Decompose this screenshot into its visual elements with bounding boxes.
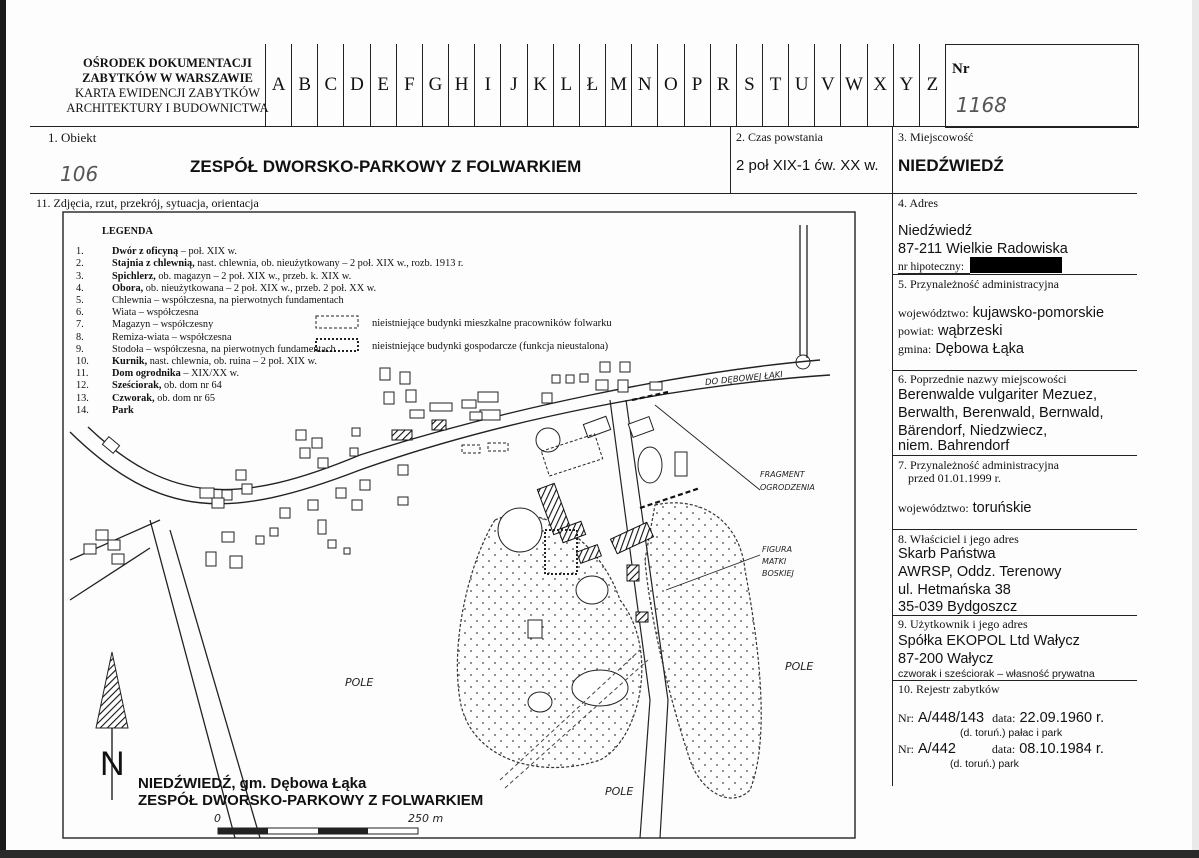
przynal1999-label: 7. Przynależność administracyjna [898, 458, 1059, 472]
powiat-label: powiat: [898, 324, 934, 338]
legend-item-text [112, 271, 351, 283]
czas-label: 2. Czas powstania [736, 130, 823, 144]
letter-cell: J [500, 44, 526, 126]
historic-building [432, 420, 446, 430]
legend-item-rest: ob. nieużytkowana – 2 poł. XIX w., przeb. 2 poł. XX w. [143, 282, 377, 294]
park-area [645, 503, 761, 798]
legend-item-text [112, 380, 222, 392]
poprzednie-label: 6. Poprzednie nazwy miejscowości [898, 372, 1067, 386]
powiat-value: wąbrzeski [938, 323, 1003, 339]
institution-line: ARCHITEKTURY I BUDOWNICTWA [66, 101, 269, 115]
park-area [457, 515, 641, 768]
legend-item-number: 14. [76, 404, 89, 416]
legend-item [68, 368, 538, 380]
legend-item-text [112, 246, 237, 258]
legend-item [68, 393, 538, 405]
rejestr-label: 10. Rejestr zabytków [898, 682, 1000, 696]
legend-item-text [112, 283, 376, 295]
legend-item-text [112, 368, 239, 380]
legend-item-bold: Czworak, [112, 392, 155, 404]
letter-cell: O [657, 44, 683, 126]
letter-cell: Ł [579, 44, 605, 126]
miejscowosc-label: 3. Miejscowość [898, 130, 974, 144]
obiekt-number: 106 [60, 162, 99, 186]
poprzednie-line: Berwalth, Berenwald, Bernwald, [898, 405, 1104, 421]
adres-line: 87-211 Wielkie Radowiska [898, 241, 1068, 257]
field-label: POLE [345, 676, 374, 689]
legend-item-text [112, 319, 213, 331]
institution-line: OŚRODEK DOKUMENTACJI [83, 56, 252, 70]
legend-item-text [112, 356, 317, 368]
letter-cell: D [343, 44, 369, 126]
letter-cell: I [474, 44, 500, 126]
uzytkownik-line: Spółka EKOPOL Ltd Wałycz [898, 633, 1080, 649]
uzytkownik-line: 87-200 Wałycz [898, 651, 994, 667]
letter-cell: W [840, 44, 866, 126]
legend-key1-text: nieistniejące budynki mieszkalne pracowników folwarku [372, 318, 612, 329]
legend-item-number: 6. [76, 307, 84, 319]
fence-label: FRAGMENT [760, 470, 805, 479]
legend-item-bold: Dwór z oficyną [112, 246, 179, 258]
scale-bar-fill [318, 828, 368, 834]
scale-end: 250 m [408, 812, 444, 825]
field-label: POLE [785, 660, 814, 673]
pond [576, 576, 608, 604]
historic-building [392, 430, 412, 440]
legend-item [68, 283, 538, 295]
letter-cell: V [814, 44, 840, 126]
scale-start: 0 [214, 812, 221, 825]
legend-item-number: 2. [76, 258, 84, 270]
rejestr-nr-label: Nr: [898, 742, 914, 756]
nonexistent-building [488, 443, 508, 451]
poprzednie-line: Berenwalde vulgariter Mezuez, [898, 387, 1098, 403]
north-letter: N [100, 745, 125, 783]
nonexistent-building [462, 445, 480, 453]
letter-cell: X [867, 44, 893, 126]
legend-item [68, 380, 538, 392]
legend-item-bold: Park [112, 404, 134, 416]
letter-cell: R [710, 44, 736, 126]
legend-item-number: 12. [76, 380, 89, 392]
legend-item-rest: – XIX/XX w. [180, 368, 240, 380]
uzytkownik-note: czworak i sześciorak – własność prywatna [898, 668, 1095, 680]
map-caption: NIEDŹWIEDŹ, gm. Dębowa Łąka [138, 775, 367, 792]
legend-item [68, 405, 538, 417]
rejestr-nr-value: A/442 [918, 741, 956, 757]
legend-item-number: 10. [76, 356, 89, 368]
north-arrow [96, 652, 128, 728]
letter-cell: U [788, 44, 814, 126]
gmina-label: gmina: [898, 342, 932, 356]
legend-key2-text: nieistniejące budynki gospodarcze (funkcja nieustalona) [372, 341, 609, 352]
legend-item-number: 8. [76, 331, 84, 343]
nr-value: 1168 [956, 93, 1007, 117]
pond [572, 670, 628, 706]
letter-cell: T [762, 44, 788, 126]
figure-label: BOSKIEJ [762, 569, 794, 578]
legend-item-rest: Remiza-wiata – współczesna [112, 331, 232, 343]
fence-label: OGRODZENIA [760, 483, 815, 492]
legend-item-rest: ob. dom nr 65 [154, 392, 215, 404]
letter-cell: L [553, 44, 579, 126]
rejestr-nr-value: A/448/143 [918, 710, 985, 726]
institution-line: ZABYTKÓW W WARSZAWIE [82, 71, 253, 85]
letter-cell: B [291, 44, 317, 126]
letter-cell: G [422, 44, 448, 126]
legend-item [68, 258, 538, 270]
legend-item-rest: Stodoła – współczesna, na pierwotnych fundamentach [112, 343, 336, 355]
legend-item-rest: – poł. XIX w. [178, 246, 237, 258]
legend-item [68, 356, 538, 368]
side-road [70, 548, 150, 600]
legend-item-number: 5. [76, 295, 84, 307]
legend-item-text [112, 344, 336, 356]
legend-item-rest: nast. chlewnia, ob. ruina – 2 poł. XIX w. [147, 356, 317, 368]
historic-building [627, 565, 639, 581]
rejestr-data-label: data: [991, 742, 1016, 756]
wlasciciel-line: ul. Hetmańska 38 [898, 582, 1011, 598]
przynal1999-sub: przed 01.01.1999 r. [908, 471, 1001, 485]
field-label: POLE [605, 785, 634, 798]
letter-cell: F [396, 44, 422, 126]
legend-item-text [112, 405, 134, 417]
letter-cell: N [631, 44, 657, 126]
legend-item-text [112, 332, 232, 344]
wlasciciel-line: 35-039 Bydgoszcz [898, 599, 1018, 615]
legend-item-text [112, 393, 215, 405]
wlasciciel-label: 8. Właściciel i jego adres [898, 532, 1019, 546]
rejestr-note-2: (d. toruń.) park [950, 758, 1019, 770]
map-caption: ZESPÓŁ DWORSKO-PARKOWY Z FOLWARKIEM [138, 792, 484, 809]
institution-line: KARTA EWIDENCJI ZABYTKÓW [74, 86, 261, 100]
legend-item-number: 7. [76, 319, 84, 331]
legend-item-number: 9. [76, 343, 84, 355]
adres-line: Niedźwiedź [898, 223, 973, 239]
obiekt-value: ZESPÓŁ DWORSKO-PARKOWY Z FOLWARKIEM [190, 157, 582, 176]
rejestr-data-value: 22.09.1960 r. [1019, 710, 1105, 726]
zdjecia-label: 11. Zdjęcia, rzut, przekrój, sytuacja, orientacja [36, 196, 259, 210]
wlasciciel-line: AWRSP, Oddz. Terenowy [898, 564, 1062, 580]
legend-title: LEGENDA [102, 226, 153, 237]
legend-item-bold: Sześciorak, [112, 380, 162, 392]
czas-value: 2 poł XIX-1 ćw. XX w. [736, 157, 879, 174]
legend-item-rest: ob. magazyn – 2 poł. XIX w., przeb. k. XIX w. [155, 270, 352, 282]
nr-label: Nr [952, 61, 970, 77]
legend-item-bold: Dom ogrodnika [112, 368, 181, 380]
legend-item-rest: Chlewnia – współczesna, na pierwotnych fundamentach [112, 295, 344, 307]
legend-item [68, 271, 538, 283]
legend-item-bold: Kurnik, [112, 356, 148, 368]
legend-item-text [112, 258, 463, 270]
letter-cell: Y [893, 44, 919, 126]
letter-cell: A [265, 44, 291, 126]
letter-cell: M [605, 44, 631, 126]
pond [638, 447, 662, 483]
legend-item-rest: Magazyn – współczesny [112, 319, 214, 331]
poprzednie-line: Bärendorf, Niedzwiecz, [898, 423, 1048, 439]
leader-line [655, 405, 760, 490]
legend-item-text [112, 295, 344, 307]
legend-list [68, 246, 538, 417]
pond [536, 428, 560, 452]
rejestr-data-label: data: [992, 711, 1016, 725]
figure-label: MATKI [762, 557, 787, 566]
legend-item-bold: Spichlerz, [112, 270, 156, 282]
legend-item-number: 4. [76, 282, 84, 294]
przynaleznosc-label: 5. Przynależność administracyjna [898, 277, 1059, 291]
legend-item-number: 3. [76, 270, 84, 282]
road-label: DO DĘBOWEJ ŁĄKI [704, 369, 784, 389]
legend-item-rest: nast. chlewnia, ob. nieużytkowany – 2 poł. XIX w., rozb. 1913 r. [194, 258, 464, 270]
legend-item-number: 1. [76, 246, 84, 258]
wojewodztwo-value: kujawsko-pomorskie [972, 305, 1105, 321]
legend-item-number: 13. [76, 392, 89, 404]
letter-cell: Z [919, 44, 945, 126]
obiekt-label: 1. Obiekt [48, 130, 97, 145]
legend-item [68, 246, 538, 258]
poprzednie-line: niem. Bahrendorf [898, 438, 1010, 454]
legend-item-text [112, 307, 199, 319]
legend-item-bold: Obora, [112, 282, 144, 294]
legend-item-rest: ob. dom nr 64 [161, 380, 222, 392]
adres-label: 4. Adres [898, 196, 938, 210]
letter-cell: S [736, 44, 762, 126]
legend-item [68, 295, 538, 307]
pond [498, 508, 542, 552]
miejscowosc-value: NIEDŹWIEDŹ [898, 156, 1004, 175]
rejestr-data-value: 08.10.1984 r. [1019, 741, 1104, 757]
legend-item-bold: Stajnia z chlewnią, [112, 258, 195, 270]
legend-item-rest: Wiata – współczesna [112, 307, 199, 319]
wojewodztwo-1999-value: toruńskie [972, 500, 1032, 516]
letter-cell: P [684, 44, 710, 126]
figure-label: FIGURA [762, 545, 793, 554]
rejestr-nr-label: Nr: [898, 711, 914, 725]
pond [528, 692, 552, 712]
wojewodztwo-label: województwo: [898, 306, 969, 320]
historic-building [636, 612, 648, 622]
rejestr-note-1: (d. toruń.) pałac i park [960, 727, 1063, 739]
letter-cell: K [527, 44, 553, 126]
hipoteczny-label: nr hipoteczny: [898, 261, 965, 273]
letter-cell: C [317, 44, 343, 126]
scale-bar-fill [218, 828, 268, 834]
letter-cell: H [448, 44, 474, 126]
letter-cell: E [370, 44, 396, 126]
wojewodztwo-1999-label: województwo: [898, 501, 969, 515]
gmina-value: Dębowa Łąka [935, 341, 1024, 357]
wlasciciel-line: Skarb Państwa [898, 546, 996, 562]
legend-item-number: 11. [76, 368, 89, 380]
uzytkownik-label: 9. Użytkownik i jego adres [898, 617, 1028, 631]
